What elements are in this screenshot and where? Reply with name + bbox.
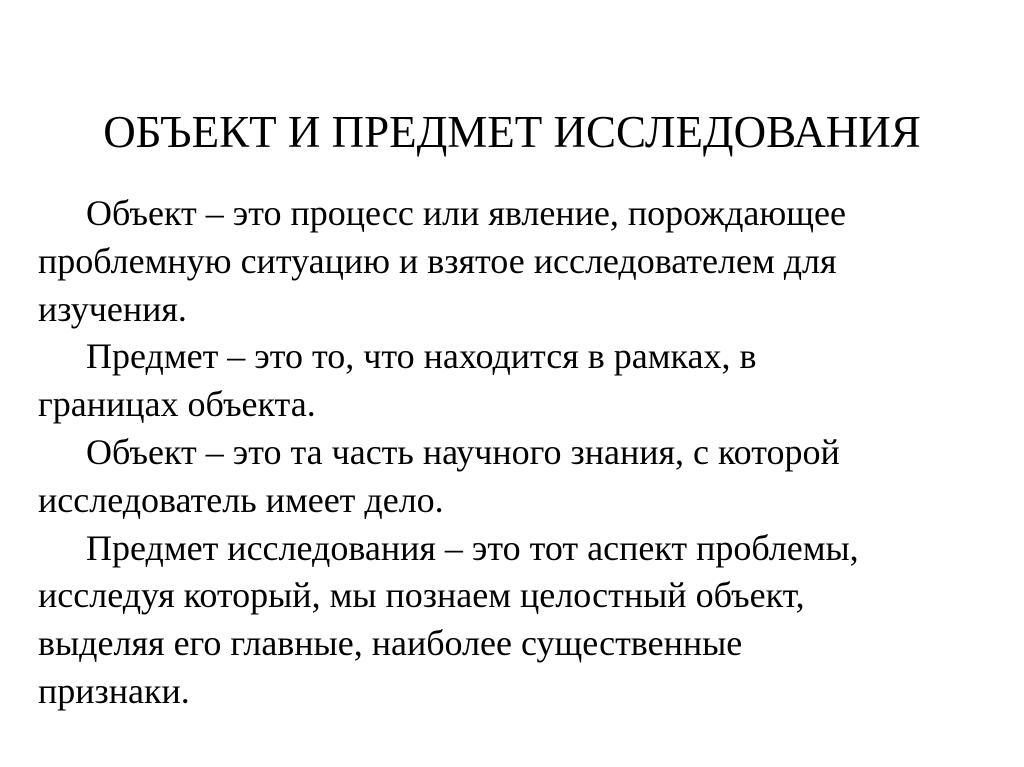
text-line: Объект – это та часть научного знания, с которой [86,431,840,472]
text-line: исследователь имеет дело. [38,479,444,520]
text-line: Объект – это процесс или явление, порождающее [86,193,846,233]
text-line: границах объекта. [38,384,316,425]
slide-body [38,190,998,716]
slide-title: ОБЪЕКТ И ПРЕДМЕТ ИССЛЕДОВАНИЯ [103,107,921,157]
text-line: Предмет исследования – это тот аспект проблемы, [86,527,859,568]
text-line: выделяя его главные, наиболее существенные [38,623,743,664]
text-line: признаки. [38,670,190,711]
text-line: исследуя который, мы познаем целостный объект, [38,575,805,616]
text-line: изучения. [38,288,187,329]
text-line: проблемную ситуацию и взятое исследователем для [38,240,837,281]
text-line: Предмет – это то, что находится в рамках, в [86,336,757,377]
